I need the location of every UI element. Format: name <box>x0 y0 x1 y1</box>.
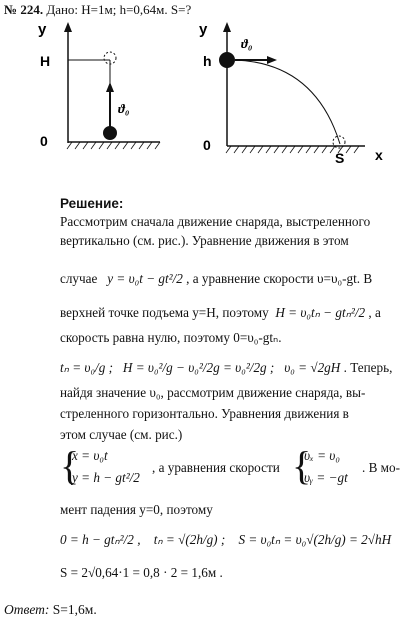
problem-given: Дано: H=1м; h=0,64м. S=? <box>46 2 192 17</box>
problem-number: № 224. <box>4 2 44 17</box>
equation-t: tₙ = υ₀/g ; <box>60 360 113 375</box>
answer-value: S=1,6м. <box>52 602 97 617</box>
left-v-label: ϑ₀ <box>118 101 130 116</box>
left-H-label: H <box>40 53 51 69</box>
brace-left-2: { <box>292 443 312 488</box>
solution-line-4: скорость равна нулю, поэтому 0=υ₀-gtₙ. <box>60 330 282 345</box>
solution-line-12: S = 2√0,64·1 = 0,8 · 2 = 1,6м . <box>60 565 223 580</box>
equation-v0: υ₀ = √2gH <box>284 360 341 375</box>
answer <box>4 602 97 618</box>
equation-tn: tₙ = √(2h/g) ; <box>153 532 226 547</box>
text-velocity-eqs: , а уравнения скорости <box>152 460 280 475</box>
solution-paragraph-1: Рассмотрим сначала движение снаряда, выстреленного вертикально (см. рис.). Уравнение движения в этом <box>60 214 371 248</box>
right-h-label: h <box>203 53 212 69</box>
right-x-label: x <box>375 147 383 163</box>
right-s-label: S <box>335 150 345 166</box>
problem-header <box>4 2 191 18</box>
text-velocity-eq: , а уравнение скорости υ=υ₀-gt. В <box>186 271 373 286</box>
left-zero-label: 0 <box>40 133 48 149</box>
system1-x: x = υ₀t <box>72 448 108 463</box>
solution-title: Решение: <box>60 196 124 211</box>
solution-line-5 <box>60 360 392 376</box>
equation-S: S = υ₀tₙ = υ₀√(2h/g) = 2√hH <box>238 532 392 547</box>
text-case: случае <box>60 271 98 286</box>
solution-line-3 <box>60 305 381 321</box>
equation-fall: 0 = h − gtₙ²/2 , <box>60 532 141 547</box>
brace-left-1: { <box>60 443 80 488</box>
left-y-label: y <box>38 21 47 38</box>
equation-H: H = υ₀tₙ − gtₙ²/2 <box>275 305 366 320</box>
answer-label: Ответ: <box>4 602 50 617</box>
system2-x: υₓ = υ₀ <box>304 448 340 463</box>
right-zero-label: 0 <box>203 137 211 153</box>
figure-vertical-shot <box>30 18 170 158</box>
right-v-label: ϑ₀ <box>241 36 253 51</box>
text-now: . Теперь, <box>343 360 393 375</box>
solution-line-6: найдя значение υ₀, рассмотрим движение снаряда, вы- <box>60 385 366 400</box>
equation-motion: y = υ₀t − gt²/2 <box>107 271 183 286</box>
text-moment: . В мо- <box>362 460 401 475</box>
equation-H2: H = υ₀²/g − υ₀²/2g = υ₀²/2g ; <box>122 360 275 375</box>
system1-y: y = h − gt²/2 <box>72 470 140 485</box>
solution-line-11 <box>60 532 391 548</box>
solution-line-8: этом случае (см. рис.) <box>60 427 183 442</box>
system2-y: υᵧ = −gt <box>304 470 348 485</box>
solution-line-7: стреленного горизонтально. Уравнения движения в <box>60 406 349 421</box>
figure-horizontal-shot <box>195 18 395 168</box>
right-y-label: y <box>199 21 208 38</box>
solution-line-10: мент падения y=0, поэтому <box>60 502 213 517</box>
text-top-point: верхней точке подъема y=H, поэтому <box>60 305 269 320</box>
solution-line-2 <box>60 271 372 287</box>
system-block <box>60 443 401 494</box>
text-and: , а <box>368 305 381 320</box>
